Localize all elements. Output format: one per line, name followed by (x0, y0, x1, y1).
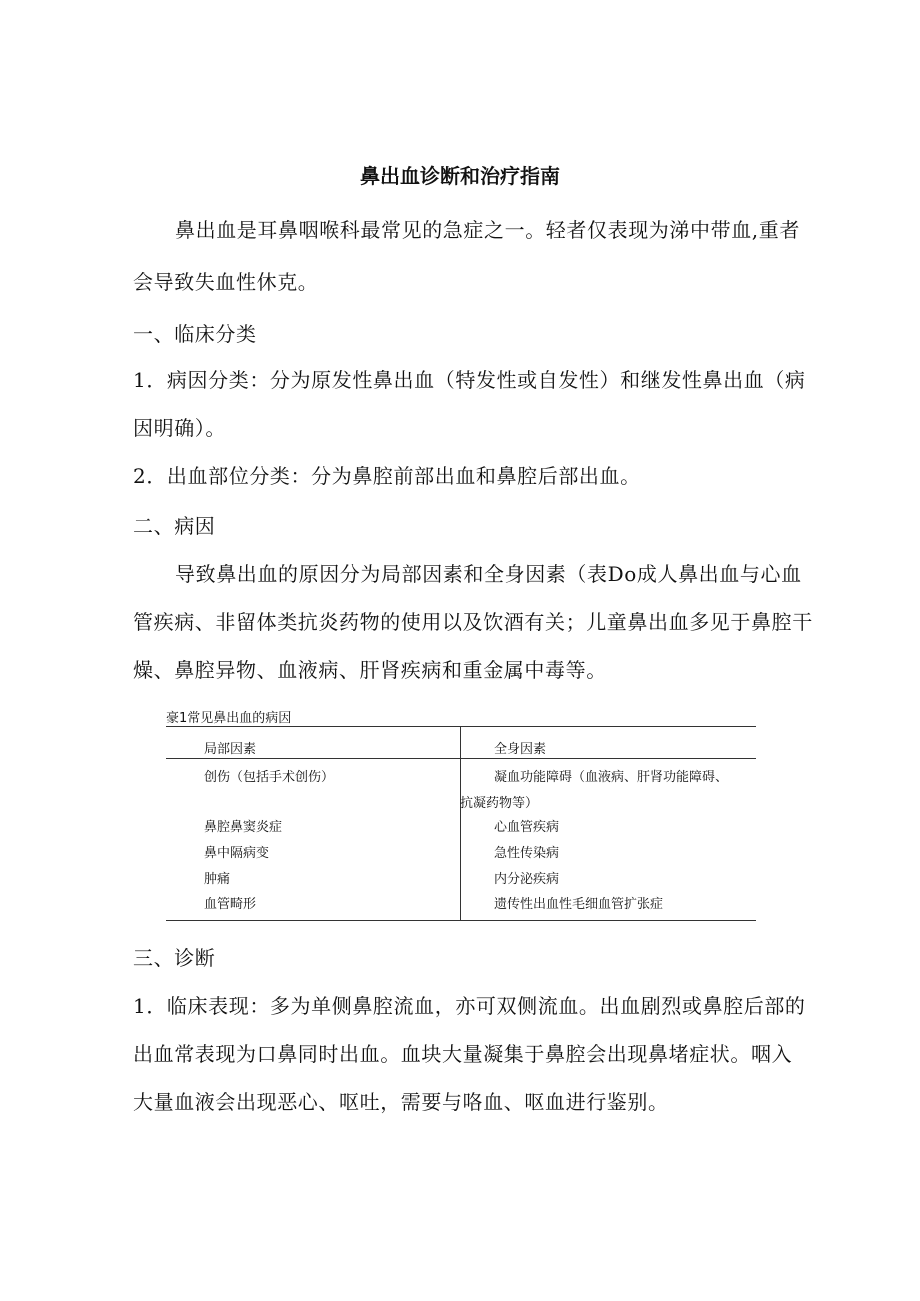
table-cell-local: 血管畸形 (204, 897, 257, 912)
table-cell-systemic: 心血管疾病 (494, 820, 560, 835)
diagnosis-line-2: 出血常表现为口鼻同时出血。血块大量凝集于鼻腔会出现鼻堵症状。咽入 (133, 1042, 793, 1066)
diagnosis-line-1: 1．临床表现：多为单侧鼻腔流血，亦可双侧流血。出血剧烈或鼻腔后部的 (133, 994, 806, 1018)
table-cell-local: 肿痛 (204, 872, 231, 887)
classification-item1-line2: 因明确）。 (133, 416, 226, 440)
classification-item2: 2．出血部位分类：分为鼻腔前部出血和鼻腔后部出血。 (133, 464, 641, 488)
table-cell-local: 鼻腔鼻窦炎症 (204, 820, 283, 835)
intro-line-1: 鼻出血是耳鼻咽喉科最常见的急症之一。轻者仅表现为涕中带血,重者 (175, 218, 800, 242)
intro-line-2: 会导致失血性休克。 (133, 270, 319, 294)
table-top-rule (166, 726, 756, 727)
diagnosis-line-3: 大量血液会出现恶心、呕吐，需要与咯血、呕血进行鉴别。 (133, 1090, 669, 1114)
etiology-line-3: 燥、鼻腔异物、血液病、肝肾疾病和重金属中毒等。 (133, 658, 607, 682)
table-cell-systemic: 抗凝药物等） (460, 796, 539, 811)
table-header-local: 局部因素 (204, 742, 257, 757)
section-heading-diagnosis: 三、诊断 (133, 946, 216, 970)
table-bottom-rule (166, 920, 756, 921)
table-cell-systemic: 急性传染病 (494, 846, 560, 861)
table-cell-systemic: 遗传性出血性毛细血管扩张症 (494, 897, 664, 912)
classification-item1-line1: 1．病因分类：分为原发性鼻出血（特发性或自发性）和继发性鼻出血（病 (133, 368, 806, 392)
section-heading-classification: 一、临床分类 (133, 322, 257, 346)
etiology-line-2: 管疾病、非留体类抗炎药物的使用以及饮酒有关；儿童鼻出血多见于鼻腔干 (133, 610, 813, 634)
etiology-line-1: 导致鼻出血的原因分为局部因素和全身因素（表Do成人鼻出血与心血 (175, 562, 802, 586)
table-header-rule (166, 758, 756, 759)
table-caption: 豪1常见鼻出血的病因 (166, 711, 292, 726)
table-column-divider (460, 727, 461, 920)
table-cell-local: 鼻中隔病变 (204, 846, 270, 861)
section-heading-etiology: 二、病因 (133, 514, 216, 538)
table-cell-systemic: 内分泌疾病 (494, 872, 560, 887)
table-header-systemic: 全身因素 (494, 742, 547, 757)
document-title: 鼻出血诊断和治疗指南 (360, 164, 560, 188)
table-cell-local: 创伤（包括手术创伤） (204, 770, 335, 785)
table-cell-systemic: 凝血功能障碍（血液病、肝肾功能障碍、 (494, 770, 729, 785)
